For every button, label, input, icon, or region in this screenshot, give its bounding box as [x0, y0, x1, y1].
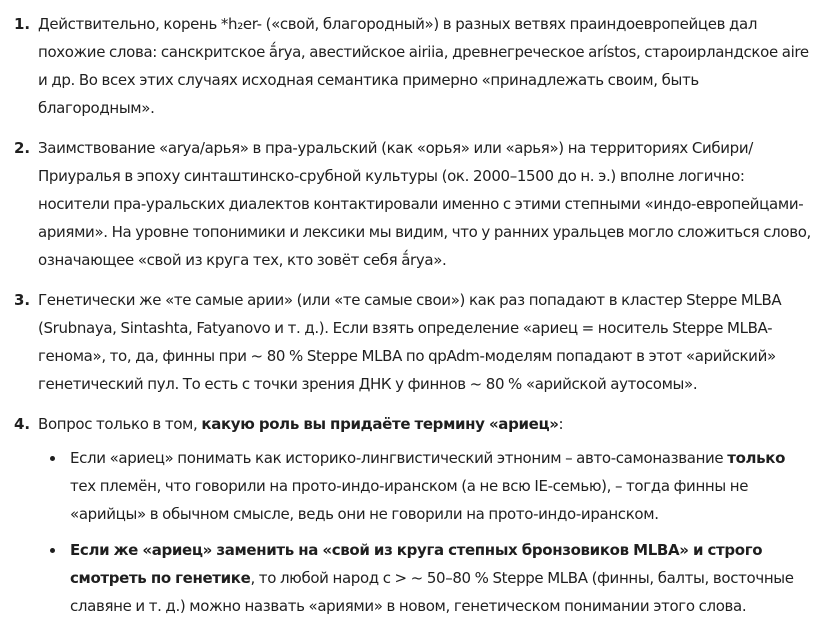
list-item-text: Заимствование «arya/арья» в пра-уральский (как «орья» или «арья») на территориях Сибири/Приуралья в эпоху синташтинско-срубной культуры (ок. 2000–1500 до н. э.) вполне логично: носители пра-уральских диалектов контактировали именно с этими степными «индо-европейцами-ариями». На уровне топонимики и лексики мы видим, что у ранних уральцев могло сложиться слово, означающее «свой из круга тех, кто зовёт себя ā́rya».: [38, 139, 811, 269]
bullet-list: [38, 444, 812, 620]
bullet-text: [70, 444, 812, 528]
list-item: [0, 10, 820, 122]
list-number: 4.: [14, 415, 31, 433]
list-item-text: Действительно, корень *h₂er- («свой, благородный») в разных ветвях праиндоевропейцев дал похожие слова: санскритское ā́rya, авестийское airiia, древнегреческое arístos, староирландское aire и др. Во всех этих случаях исходная семантика примерно «принадлежать своим, быть благородным».: [38, 15, 809, 117]
list-item-text: Генетически же «те самые арии» (или «те самые свои») как раз попадают в кластер Steppe MLBA (Srubnaya, Sintashta, Fatyanovo и т. д.). Если взять определение «ариец = носитель Steppe MLBA-генома», то, да, финны при ~ 80 % Steppe MLBA по qpAdm-моделям попадают в этот «арийский» генетический пул. То есть с точки зрения ДНК у финнов ~ 80 % «арийской аутосомы».: [38, 291, 782, 393]
text-segment: , то любой народ с > ~ 50–80 % Steppe MLBA (финны, балты, восточные славяне и т. д.) можно назвать «ариями» в новом, генетическом понимании этого слова.: [70, 569, 794, 615]
text-segment: тех племён, что говорили на прото-индо-иранском (а не всю IE-семью), – тогда финны не «арийцы» в обычном смысле, ведь они не говорили на прото-индо-иранском.: [70, 477, 749, 523]
text-segment: Если «ариец» понимать как историко-лингвистический этноним – авто-самоназвание: [70, 449, 728, 467]
bullet-dot-icon: [50, 548, 55, 553]
list-item: [0, 410, 820, 620]
bold-text: Если же «ариец» заменить на «свой из круга степных бронзовиков MLBA» и строго смотреть по генетике: [70, 541, 763, 587]
list-number: 3.: [14, 291, 31, 309]
text-segment: :: [558, 415, 564, 433]
bold-text: какую роль вы придаёте термину «ариец»: [201, 415, 559, 433]
list-number: 1.: [14, 15, 31, 33]
list-number: 2.: [14, 139, 31, 157]
bullet-text: [70, 536, 812, 620]
bold-text: только: [727, 449, 786, 467]
numbered-list: [0, 10, 820, 620]
list-item: [0, 286, 820, 398]
bullet-item: [38, 444, 812, 528]
list-item-text: [38, 410, 812, 438]
bullet-dot-icon: [50, 456, 55, 461]
list-item: [0, 134, 820, 274]
text-segment: Вопрос только в том,: [38, 415, 202, 433]
bullet-item: [38, 536, 812, 620]
